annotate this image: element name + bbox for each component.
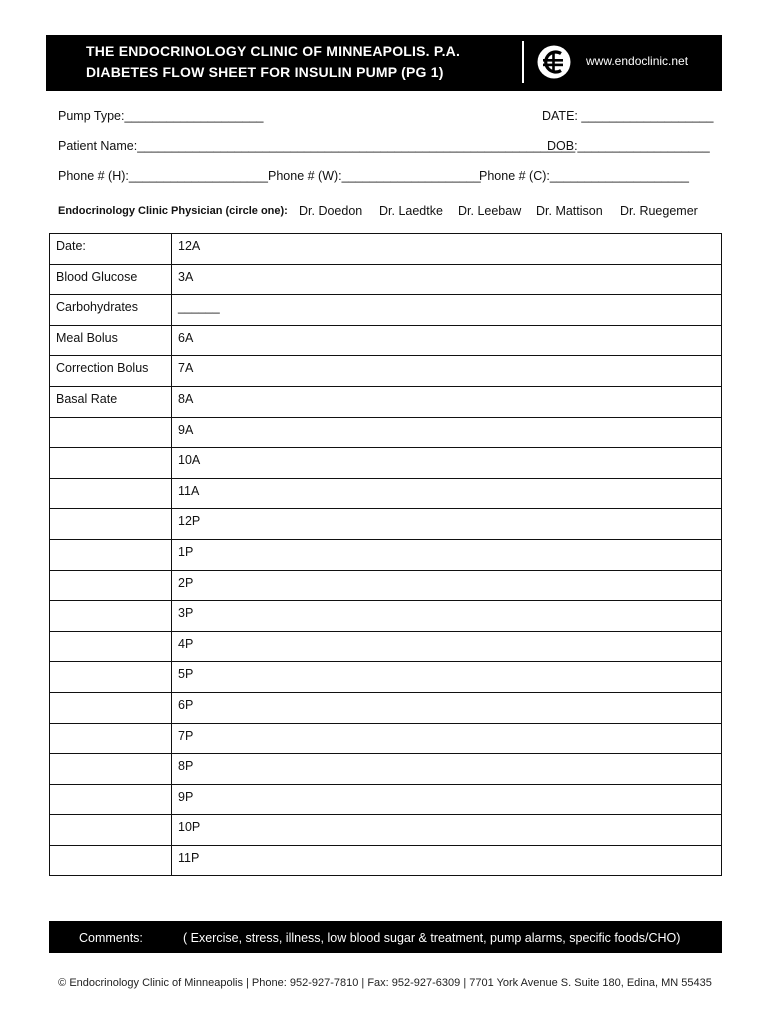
time-entry-cell[interactable]: 5P [172,662,722,693]
time-entry-cell[interactable]: 10A [172,448,722,479]
time-entry-cell[interactable]: 12P [172,509,722,540]
table-row [50,448,722,479]
table-row [50,356,722,387]
form-title: DIABETES FLOW SHEET FOR INSULIN PUMP (PG 1) [86,64,444,80]
time-entry-cell[interactable]: 7P [172,723,722,754]
table-row [50,631,722,662]
table-row [50,234,722,265]
table-row [50,478,722,509]
physician-option-mattison[interactable]: Dr. Mattison [536,204,603,218]
table-row [50,601,722,632]
row-label-cell[interactable] [50,570,172,601]
time-entry-cell[interactable]: 6P [172,692,722,723]
phone-work-field[interactable]: Phone # (W):____________________ [268,169,481,183]
row-label-cell[interactable] [50,478,172,509]
time-entry-cell[interactable]: 3A [172,264,722,295]
dob-field[interactable]: DOB:___________________ [547,139,710,153]
row-label-cell[interactable]: Blood Glucose [50,264,172,295]
time-entry-cell[interactable]: 2P [172,570,722,601]
time-entry-cell[interactable]: 11P [172,845,722,876]
header-banner [46,35,722,91]
pump-type-field[interactable]: Pump Type:____________________ [58,109,264,123]
time-entry-cell[interactable]: 7A [172,356,722,387]
clinic-website-link[interactable]: www.endoclinic.net [586,54,689,68]
physician-option-doedon[interactable]: Dr. Doedon [299,204,363,218]
row-label-cell[interactable] [50,539,172,570]
table-row [50,570,722,601]
physician-option-laedtke[interactable]: Dr. Laedtke [379,204,443,218]
row-label-cell[interactable] [50,417,172,448]
flow-sheet-table [49,233,722,876]
time-entry-cell[interactable]: 8A [172,386,722,417]
time-entry-cell[interactable]: 4P [172,631,722,662]
time-entry-cell[interactable]: 9A [172,417,722,448]
row-label-cell[interactable]: Meal Bolus [50,325,172,356]
row-label-cell[interactable] [50,601,172,632]
time-entry-cell[interactable]: 3P [172,601,722,632]
row-label-cell[interactable] [50,662,172,693]
comments-hint: ( Exercise, stress, illness, low blood sugar & treatment, pump alarms, specific foods/CHO) [183,931,681,945]
row-label-cell[interactable] [50,631,172,662]
row-label-cell[interactable]: Carbohydrates [50,295,172,326]
row-label-cell[interactable]: Date: [50,234,172,265]
table-row [50,509,722,540]
row-label-cell[interactable]: Correction Bolus [50,356,172,387]
row-label-cell[interactable] [50,692,172,723]
comments-bar [49,921,722,953]
clinic-title: THE ENDOCRINOLOGY CLINIC OF MINNEAPOLIS. P.A. [86,43,461,59]
row-label-cell[interactable] [50,845,172,876]
row-label-cell[interactable] [50,754,172,785]
time-entry-cell[interactable]: 9P [172,784,722,815]
date-field[interactable]: DATE: ___________________ [542,109,714,123]
table-row [50,417,722,448]
table-row [50,723,722,754]
table-row [50,692,722,723]
table-row [50,539,722,570]
physician-label: Endocrinology Clinic Physician (circle one): [58,205,288,217]
row-label-cell[interactable] [50,815,172,846]
time-entry-cell[interactable]: 10P [172,815,722,846]
time-entry-cell[interactable]: 1P [172,539,722,570]
table-row [50,325,722,356]
table-row [50,845,722,876]
row-label-cell[interactable]: Basal Rate [50,386,172,417]
footer-contact: © Endocrinology Clinic of Minneapolis | Phone: 952-927-7810 | Fax: 952-927-6309 | 7701 York Avenue S. Suite 180, Edina, MN 55435 [58,977,712,989]
table-row [50,815,722,846]
comments-label: Comments: [79,931,143,945]
row-label-cell[interactable] [50,448,172,479]
row-label-cell[interactable] [50,784,172,815]
time-entry-cell[interactable]: 12A [172,234,722,265]
clinic-logo-icon [536,44,572,80]
table-row [50,662,722,693]
time-entry-cell[interactable]: 11A [172,478,722,509]
phone-home-field[interactable]: Phone # (H):____________________ [58,169,268,183]
row-label-cell[interactable] [50,509,172,540]
patient-name-field[interactable]: Patient Name:_______________________________________________________________ [58,139,576,153]
time-entry-cell[interactable]: 8P [172,754,722,785]
table-row [50,264,722,295]
time-entry-cell[interactable]: 6A [172,325,722,356]
header-divider [522,41,524,83]
physician-option-ruegemer[interactable]: Dr. Ruegemer [620,204,698,218]
table-row [50,784,722,815]
phone-cell-field[interactable]: Phone # (C):____________________ [479,169,689,183]
table-row [50,295,722,326]
time-entry-cell[interactable]: ______ [172,295,722,326]
table-row [50,754,722,785]
physician-option-leebaw[interactable]: Dr. Leebaw [458,204,522,218]
table-row [50,386,722,417]
row-label-cell[interactable] [50,723,172,754]
